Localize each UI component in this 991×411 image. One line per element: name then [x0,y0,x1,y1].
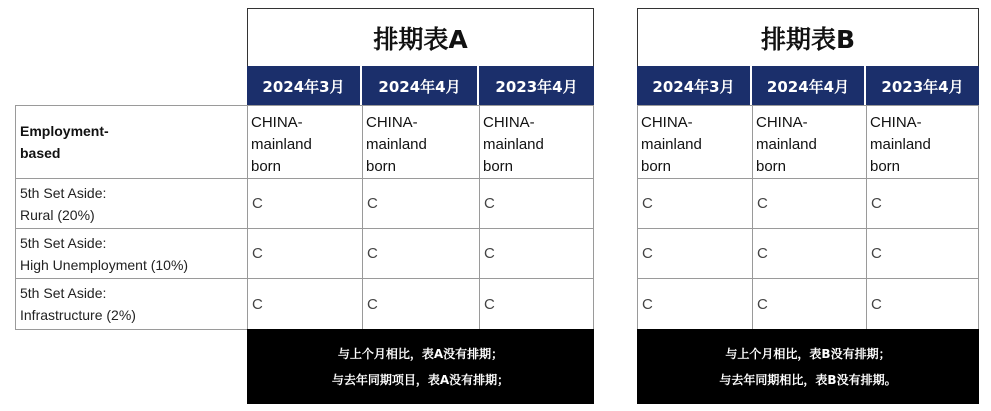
table-a-note-line-2: 与去年同期项目，表A没有排期； [331,372,510,387]
row-label-infrastructure: 5th Set Aside: Infrastructure (2%) [15,278,248,330]
table-a-header-col-1: 2024年3月 [247,66,360,106]
table-b-note [637,329,979,404]
table-a-cell-r3c3: C [479,278,594,330]
table-a-country-col-2: CHINA- mainland born [362,105,480,179]
table-b-cell-r1c1: C [637,178,753,229]
table-b-cell-r1c3: C [866,178,979,229]
table-a-title: 排期表A [247,8,594,66]
table-a-cell-r1c3: C [479,178,594,229]
table-a-cell-r2c3: C [479,228,594,279]
table-b-title: 排期表B [637,8,979,66]
table-a-note [247,329,594,404]
table-b-cell-r2c2: C [752,228,867,279]
table-a-cell-r3c2: C [362,278,480,330]
table-b-note-line-2: 与去年同期相比，表B没有排期。 [719,372,897,387]
table-b-cell-r2c1: C [637,228,753,279]
table-a-header-col-2: 2024年4月 [362,66,477,106]
table-b-header-col-1: 2024年3月 [637,66,750,106]
table-b-country-col-2: CHINA- mainland born [752,105,867,179]
table-b-note-line-1: 与上个月相比，表B没有排期； [725,346,891,361]
table-b-country-col-1: CHINA- mainland born [637,105,753,179]
table-b-cell-r3c1: C [637,278,753,330]
table-b-cell-r2c3: C [866,228,979,279]
table-a-cell-r1c2: C [362,178,480,229]
table-a-cell-r2c2: C [362,228,480,279]
table-a-country-col-1: CHINA- mainland born [247,105,363,179]
row-label-employment-based: Employment- based [15,105,248,179]
table-b-header-col-2: 2024年4月 [752,66,864,106]
table-b-header-col-3: 2023年4月 [866,66,979,106]
row-label-high-unemployment: 5th Set Aside: High Unemployment (10%) [15,228,248,279]
table-a-note-line-1: 与上个月相比，表A没有排期； [337,346,504,361]
table-b-cell-r3c3: C [866,278,979,330]
table-b-country-col-3: CHINA- mainland born [866,105,979,179]
table-a-cell-r3c1: C [247,278,363,330]
table-a-cell-r1c1: C [247,178,363,229]
row-label-rural: 5th Set Aside: Rural (20%) [15,178,248,229]
table-a-country-col-3: CHINA- mainland born [479,105,594,179]
table-b-cell-r1c2: C [752,178,867,229]
table-a-header-col-3: 2023年4月 [479,66,594,106]
table-a-cell-r2c1: C [247,228,363,279]
table-b-cell-r3c2: C [752,278,867,330]
